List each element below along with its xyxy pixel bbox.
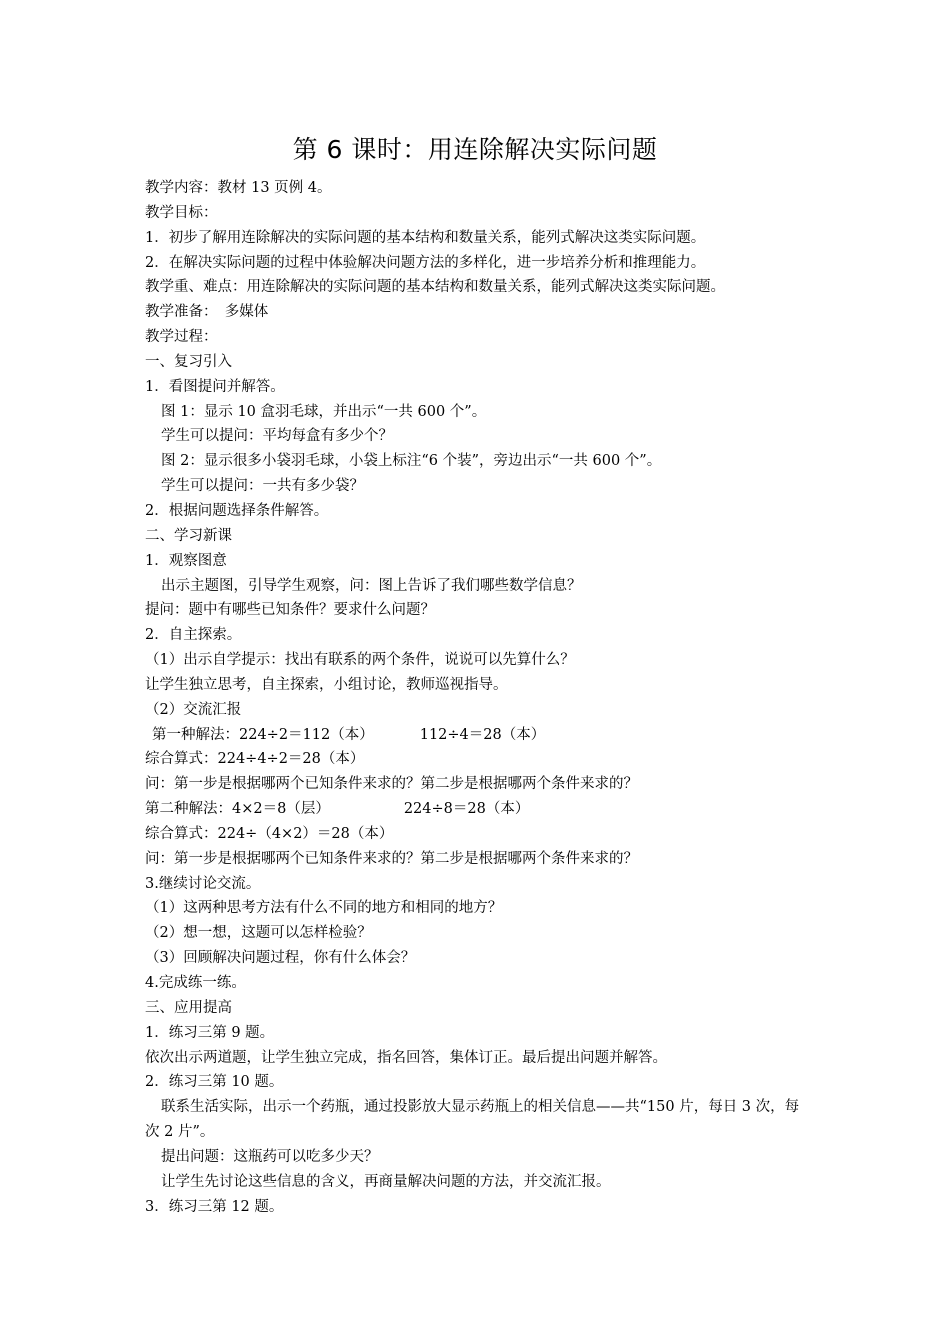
formula-step-2: 224÷8＝28（本） — [403, 801, 530, 818]
text-line: 2．自主探索。 — [145, 627, 242, 644]
text-line: 问：第一步是根据哪两个已知条件来求的？第二步是根据哪两个条件来求的？ — [145, 850, 638, 867]
text-line: 提出问题：这瓶药可以吃多少天？ — [161, 1148, 379, 1165]
section-heading: 三、应用提高 — [145, 999, 232, 1016]
text-line: 教学内容：教材 13 页例 4。 — [145, 180, 332, 196]
text-line: （2）想一想，这题可以怎样检验？ — [145, 925, 372, 942]
formula-step-1: 第二种解法：4×2＝8（层） — [145, 801, 330, 818]
text-line: 1．看图提问并解答。 — [145, 378, 285, 395]
formula-step-1: 第一种解法：224÷2＝112（本） — [152, 726, 374, 743]
text-line: 教学过程： — [145, 329, 218, 346]
text-line: 3．练习三第 12 题。 — [145, 1198, 284, 1215]
text-line: 1．观察图意 — [145, 552, 227, 569]
text-line: 2．根据问题选择条件解答。 — [145, 502, 329, 519]
text-line: 1．练习三第 9 题。 — [145, 1024, 275, 1041]
text-line: 2．在解决实际问题的过程中体验解决问题方法的多样化，进一步培养分析和推理能力。 — [145, 254, 706, 271]
formula-step-2: 112÷4＝28（本） — [419, 726, 546, 743]
text-line: 图 1：显示 10 盒羽毛球，并出示“一共 600 个”。 — [161, 403, 487, 420]
text-line: 让学生先讨论这些信息的含义，再商量解决问题的方法，并交流汇报。 — [161, 1173, 611, 1190]
text-line: 出示主题图，引导学生观察，问：图上告诉了我们哪些数学信息？ — [161, 577, 582, 594]
text-line: 让学生独立思考，自主探索，小组讨论，教师巡视指导。 — [145, 676, 508, 693]
text-line: 问：第一步是根据哪两个已知条件来求的？第二步是根据哪两个条件来求的？ — [145, 776, 638, 793]
text-line: 3.继续讨论交流。 — [145, 875, 261, 892]
formula-line: 综合算式：224÷4÷2＝28（本） — [145, 751, 365, 768]
section-heading: 二、学习新课 — [145, 527, 232, 544]
formula-line — [145, 797, 810, 822]
document-title: 第 6 课时：用连除解决实际问题 — [292, 135, 658, 164]
text-paragraph: 联系生活实际，出示一个药瓶，通过投影放大显示药瓶上的相关信息——共“150 片，每日 3 次，每次 2 片”。 — [145, 1099, 800, 1141]
text-line: 2．练习三第 10 题。 — [145, 1074, 284, 1091]
section-heading: 一、复习引入 — [145, 353, 232, 370]
text-line: 提问：题中有哪些已知条件？要求什么问题？ — [145, 602, 435, 619]
text-line: 教学重、难点：用连除解决的实际问题的基本结构和数量关系，能列式解决这类实际问题。 — [145, 279, 725, 296]
text-line: 学生可以提问：一共有多少袋？ — [161, 478, 364, 495]
text-line: 学生可以提问：平均每盒有多少个？ — [161, 428, 393, 445]
text-line: 依次出示两道题，让学生独立完成，指名回答，集体订正。最后提出问题并解答。 — [145, 1049, 667, 1066]
document-body — [145, 176, 810, 1219]
formula-line — [145, 723, 810, 748]
text-line: 教学目标： — [145, 204, 218, 221]
text-line: （2）交流汇报 — [145, 701, 242, 718]
text-line: 4.完成练一练。 — [145, 975, 246, 991]
formula-line: 综合算式：224÷（4×2）＝28（本） — [145, 825, 394, 842]
text-line: （3）回顾解决问题过程，你有什么体会？ — [145, 950, 416, 967]
text-line: 图 2：显示很多小袋羽毛球，小袋上标注“6 个装”，旁边出示“一共 600 个”。 — [161, 453, 662, 470]
text-line: （1）这两种思考方法有什么不同的地方和相同的地方？ — [145, 900, 503, 917]
text-line: 教学准备： 多媒体 — [145, 304, 269, 321]
text-line: （1）出示自学提示：找出有联系的两个条件，说说可以先算什么？ — [145, 652, 575, 669]
text-line: 1．初步了解用连除解决的实际问题的基本结构和数量关系，能列式解决这类实际问题。 — [145, 229, 706, 246]
